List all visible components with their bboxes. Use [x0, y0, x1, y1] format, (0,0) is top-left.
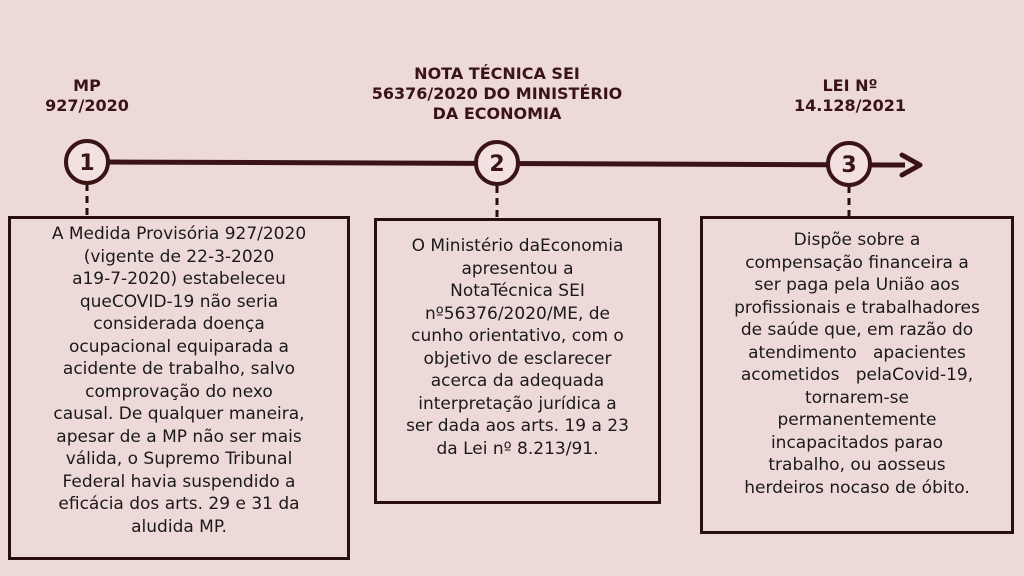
description-line: objetivo de esclarecer	[423, 348, 612, 369]
heading-line: 56376/2020 DO MINISTÉRIO	[371, 84, 623, 103]
description-line: A Medida Provisória 927/2020	[51, 224, 307, 244]
description-line: compensação financeira a	[745, 252, 969, 273]
description-line: NotaTécnica SEI	[450, 281, 585, 301]
description-line: interpretação jurídica a	[418, 393, 617, 414]
heading-line: 927/2020	[45, 96, 129, 115]
description-line: queCOVID-19 não seria	[79, 291, 279, 312]
description-line: da Lei nº 8.213/91.	[436, 438, 599, 459]
description-line: de saúde que, em razão do	[740, 320, 974, 340]
description-line: (vigente de 22-3-2020	[83, 246, 275, 267]
milestone-3-heading	[770, 76, 930, 116]
milestone-number-1: 1	[79, 151, 95, 176]
heading-line: NOTA TÉCNICA SEI	[414, 64, 580, 83]
description-line: O Ministério daEconomia	[411, 236, 624, 256]
description-line: tornarem-se	[804, 387, 910, 408]
heading-line: LEI Nº	[822, 76, 878, 95]
description-line: apresentou a	[461, 258, 574, 279]
milestone-2-description	[374, 218, 661, 504]
heading-line: 14.128/2021	[793, 96, 907, 115]
milestone-2-heading	[347, 64, 647, 124]
description-line: apesar de a MP não ser mais	[56, 426, 302, 447]
description-line: ser dada aos arts. 19 a 23	[406, 416, 629, 436]
description-line: aludida MP.	[131, 516, 227, 537]
description-line: trabalho, ou aosseus	[768, 455, 946, 475]
description-line: incapacitados parao	[770, 432, 944, 453]
description-line: válida, o Supremo Tribunal	[65, 449, 293, 469]
description-line: cunho orientativo, com o	[411, 326, 624, 346]
milestone-number-2: 2	[489, 152, 505, 177]
milestone-3-description	[700, 216, 1014, 534]
description-line: acidente de trabalho, salvo	[62, 359, 296, 379]
description-line: comprovação do nexo	[85, 381, 273, 402]
description-line: causal. De qualquer maneira,	[53, 404, 305, 424]
description-line: Federal havia suspendido a	[62, 471, 296, 492]
description-line: nº56376/2020/ME, de	[424, 303, 611, 324]
description-line: profissionais e trabalhadores	[734, 297, 980, 318]
description-line: permanentemente	[777, 410, 937, 430]
description-line: ser paga pela União aos	[754, 275, 960, 295]
description-line: eficácia dos arts. 29 e 31 da	[58, 494, 300, 514]
description-line: ocupacional equiparada a	[69, 336, 289, 357]
description-line: herdeiros nocaso de óbito.	[744, 477, 970, 498]
milestone-1-description	[8, 216, 350, 560]
description-line: a19-7-2020) estabeleceu	[72, 269, 286, 289]
milestone-1-heading	[0, 76, 174, 116]
heading-line: DA ECONOMIA	[432, 104, 562, 123]
description-line: Dispõe sobre a	[793, 230, 921, 250]
description-line: atendimento apacientes	[748, 342, 966, 363]
description-line: acometidos pelaCovid-19,	[740, 365, 974, 385]
description-line: considerada doença	[93, 314, 265, 334]
description-line: acerca da adequada	[430, 371, 605, 391]
heading-line: MP	[73, 76, 101, 95]
milestone-number-3: 3	[841, 153, 857, 178]
